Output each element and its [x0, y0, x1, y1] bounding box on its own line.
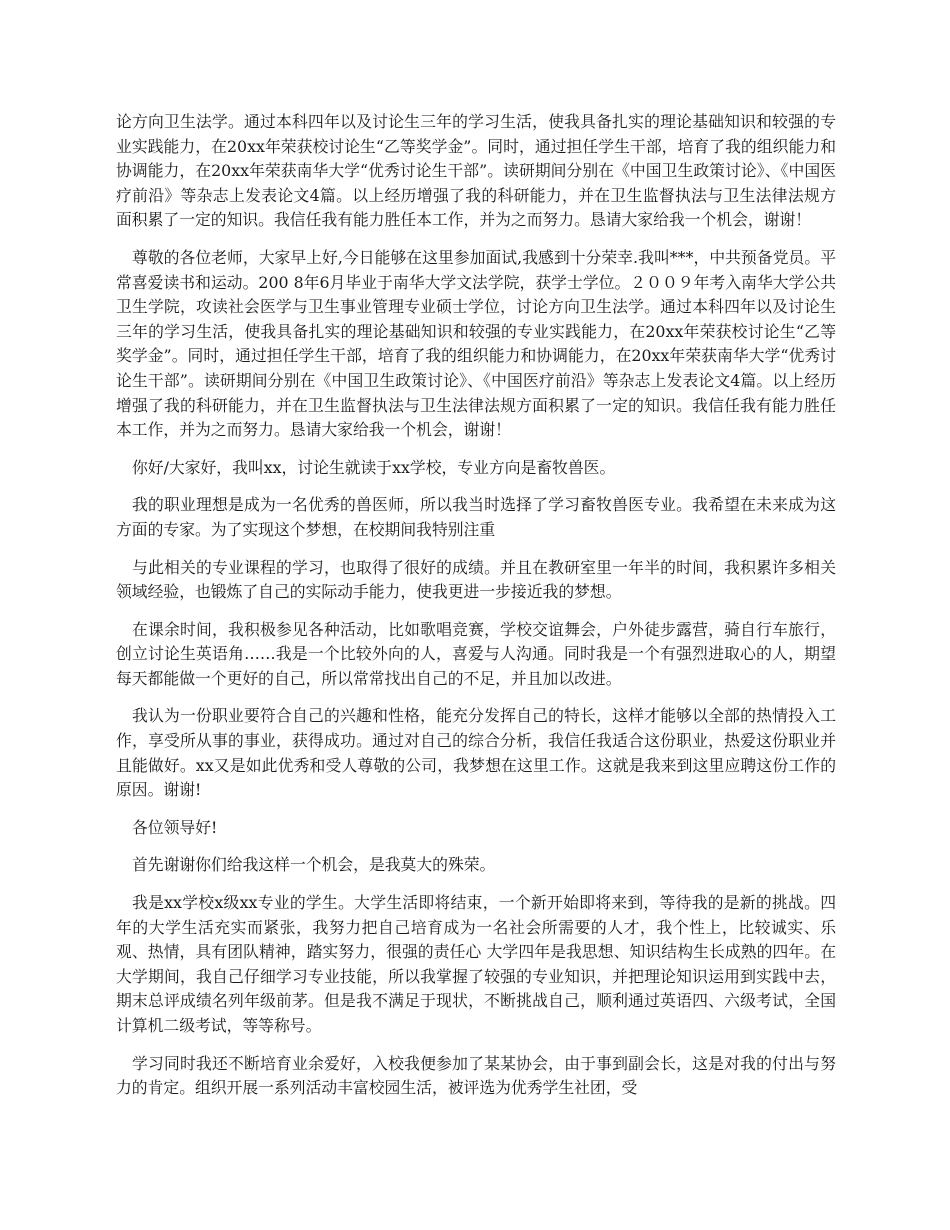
paragraph-7: 我认为一份职业要符合自己的兴趣和性格，能充分发挥自己的特长，这样才能够以全部的热情投入工作，享受所从事的事业，获得成功。通过对自己的综合分析，我信任我适合这份职业，热爱这份职业并且能做好。xx又是如此优秀和受人尊敬的公司，我梦想在这里工作。这就是我来到这里应聘这份工作的原因。谢谢! — [116, 706, 836, 800]
paragraph-8: 各位领导好! — [132, 817, 218, 837]
paragraph-2: 尊敬的各位老师，大家早上好,今日能够在这里参加面试,我感到十分荣幸.我叫***，中共预备党员。平常喜爱读书和运动。200 8年6月毕业于南华大学文法学院，获学士学位。２００９年考入南华大学公共卫生学院，攻读社会医学与卫生事业管理专业硕士学位，讨论方向卫生法学。通过本科四年以及讨论生三年的学习生活，使我具备扎实的理论基础知识和较强的专业实践能力，在20xx年荣获校讨论生“乙等奖学金”。同时，通过担任学生干部，培育了我的组织能力和协调能力，在20xx年荣获南华大学“优秀讨论生干部”。读研期间分别在《中国卫生政策讨论》、《中国医疗前沿》等杂志上发表论文4篇。以上经历增强了我的科研能力，并在卫生监督执法与卫生法律法规方面积累了一定的知识。我信任我有能力胜任本工作，并为之而努力。恳请大家给我一个机会，谢谢！ — [116, 247, 836, 440]
paragraph-9: 首先谢谢你们给我这样一个机会，是我莫大的殊荣。 — [132, 855, 496, 875]
paragraph-4: 我的职业理想是成为一名优秀的兽医师，所以我当时选择了学习畜牧兽医专业。我希望在未来成为这方面的专家。为了实现这个梦想，在校期间我特别注重 — [116, 495, 836, 539]
document-body — [116, 110, 836, 1114]
paragraph-3: 你好/大家好，我叫xx，讨论生就读于xx学校，专业方向是畜牧兽医。 — [132, 457, 616, 477]
paragraph-6: 在课余时间，我积极参见各种活动，比如歌唱竞赛，学校交谊舞会，户外徒步露营，骑自行车旅行，创立讨论生英语角……我是一个比较外向的人，喜爱与人沟通。同时我是一个有强烈进取心的人，期望每天都能做一个更好的自己，所以常常找出自己的不足，并且加以改进。 — [116, 619, 836, 688]
paragraph-10: 我是xx学校x级xx专业的学生。大学生活即将结束，一个新开始即将来到，等待我的是新的挑战。四年的大学生活充实而紧张，我努力把自己培育成为一名社会所需要的人才，我个性上，比较诚实、乐观、热情，具有团队精神，踏实努力，很强的责任心 大学四年是我思想、知识结构生长成熟的四年。在大学期间，我自己仔细学习专业技能，所以我掌握了较强的专业知识，并把理论知识运用到实践中去，期末总评成绩名列年级前茅。但是我不满足于现状，不断挑战自己，顺利通过英语四、六级考试，全国计算机二级考试，等等称号。 — [116, 893, 836, 1035]
paragraph-1: 论方向卫生法学。通过本科四年以及讨论生三年的学习生活，使我具备扎实的理论基础知识和较强的专业实践能力，在20xx年荣获校讨论生“乙等奖学金”。同时，通过担任学生干部，培育了我的组织能力和协调能力，在20xx年荣获南华大学“优秀讨论生干部”。读研期间分别在《中国卫生政策讨论》、《中国医疗前沿》等杂志上发表论文4篇。以上经历增强了我的科研能力，并在卫生监督执法与卫生法律法规方面积累了一定的知识。我信任我有能力胜任本工作，并为之而努力。恳请大家给我一个机会，谢谢！ — [116, 112, 836, 230]
paragraph-5: 与此相关的专业课程的学习，也取得了很好的成绩。并且在教研室里一年半的时间，我积累许多相关领域经验，也锻炼了自己的实际动手能力，使我更进一步接近我的梦想。 — [116, 557, 836, 602]
paragraph-11: 学习同时我还不断培育业余爱好，入校我便参加了某某协会，由于事到副会长，这是对我的付出与努力的肯定。组织开展一系列活动丰富校园生活，被评选为优秀学生社团，受 — [116, 1053, 836, 1098]
